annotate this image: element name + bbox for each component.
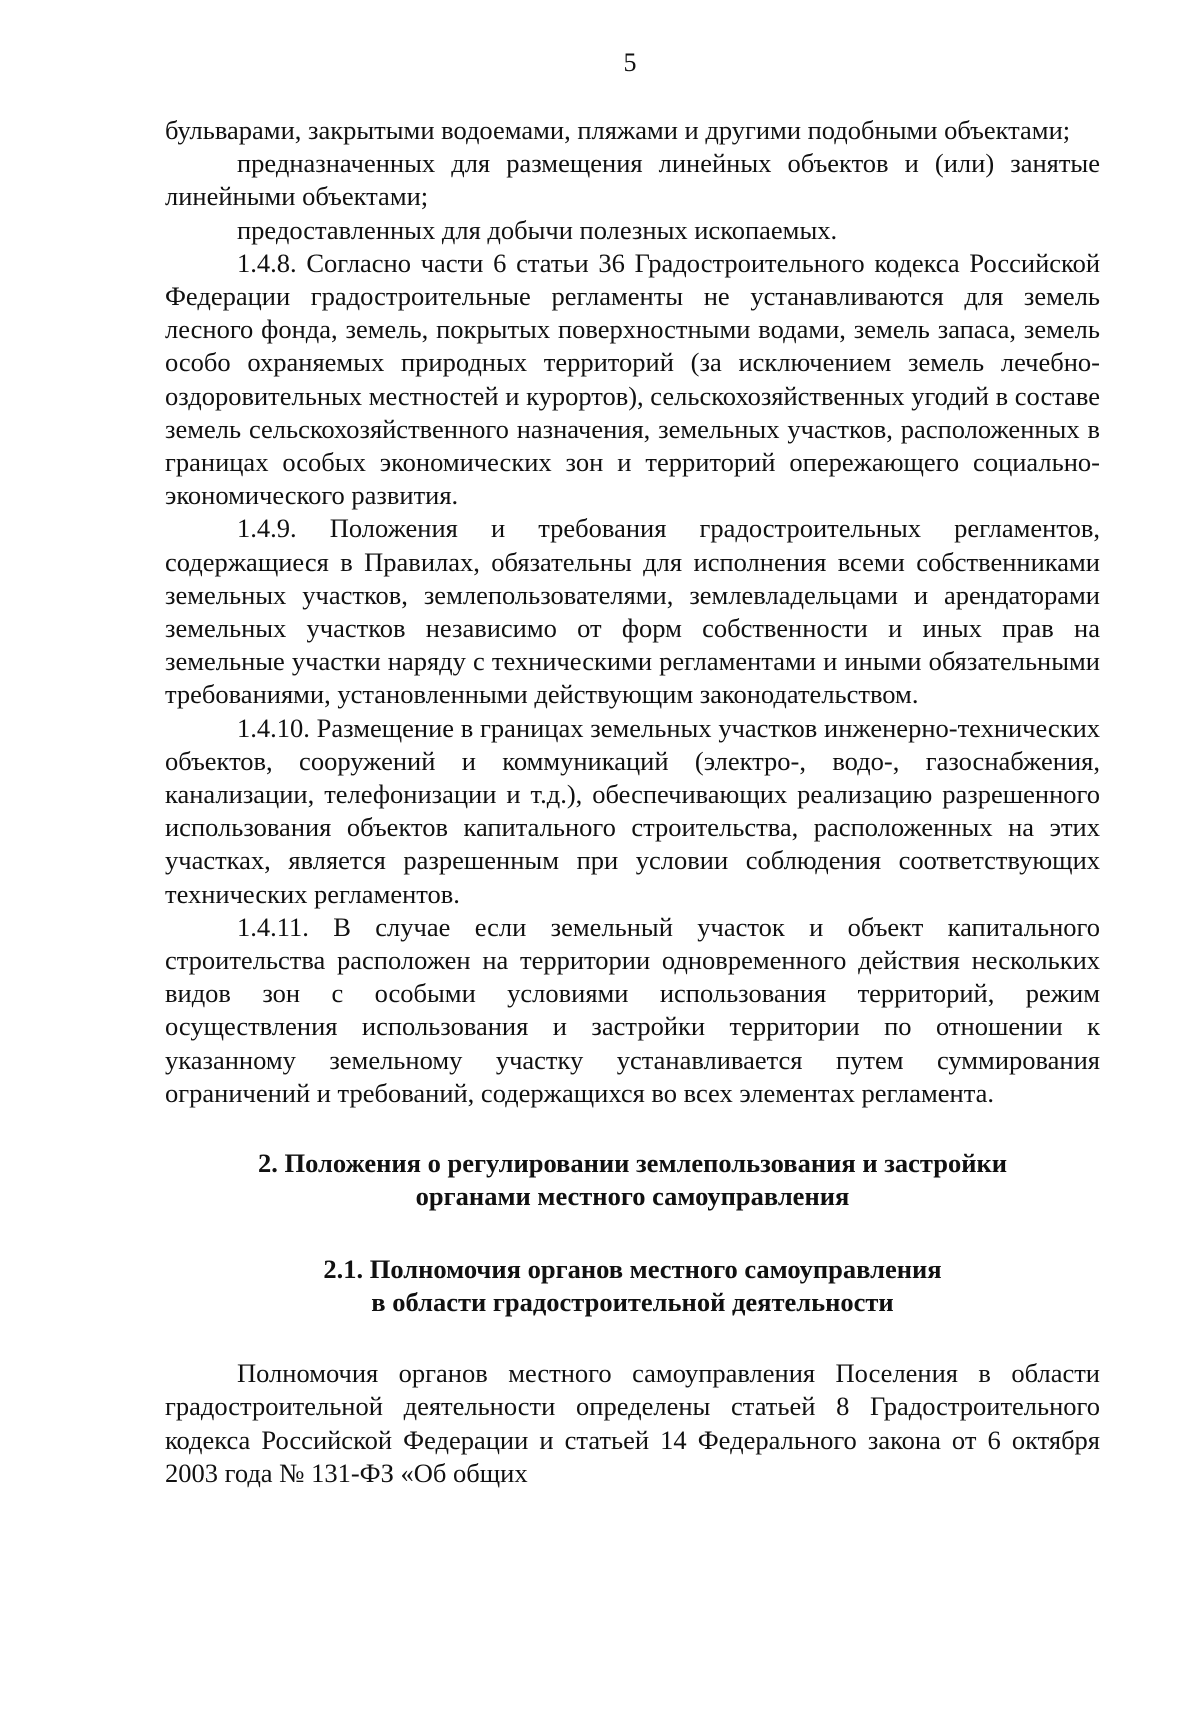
- paragraph-mining: предоставленных для добычи полезных ископаемых.: [237, 214, 838, 245]
- paragraph-continuation: бульварами, закрытыми водоемами, пляжами и другими подобными объектами;: [165, 115, 1071, 145]
- document-body: [165, 114, 1100, 1490]
- paragraph-1-4-9: 1.4.9. Положения и требования градостроительных регламентов, содержащиеся в Правилах, обязательны для исполнения всеми собственниками земельных участков, землепользователями, землевладельцами и арендаторами земельных участков независимо от форм собственности и иных прав на земельные участки наряду с техническими регламентами и иными обязательными требованиями, установленными действующим законодательством.: [165, 513, 1100, 710]
- section-heading-2-line2: органами местного самоуправления: [415, 1181, 850, 1212]
- section-heading-2-1-line1: 2.1. Полномочия органов местного самоуправления: [323, 1254, 942, 1285]
- paragraph-1-4-10: 1.4.10. Размещение в границах земельных участков инженерно-технических объектов, сооружений и коммуникаций (электро-, водо-, газоснабжения, канализации, телефонизации и т.д.), обеспечивающих реализацию разрешенного использования объектов капитального строительства, расположенных на этих участках, является разрешенным при условии соблюдения соответствующих технических регламентов.: [165, 712, 1100, 909]
- paragraph-powers: Полномочия органов местного самоуправления Поселения в области градостроительной деятельности определены статьей 8 Градостроительного кодекса Российской Федерации и статьей 14 Федерального закона от 6 октября 2003 года № 131-ФЗ «Об общих: [165, 1358, 1100, 1488]
- section-heading-2-line1: 2. Положения о регулировании землепользования и застройки: [257, 1148, 1008, 1179]
- paragraph-1-4-8: 1.4.8. Согласно части 6 статьи 36 Градостроительного кодекса Российской Федерации градостроительные регламенты не устанавливаются для земель лесного фонда, земель, покрытых поверхностными водами, земель запаса, земель особо охраняемых природных территорий (за исключением земель лечебно-оздоровительных местностей и курортов), сельскохозяйственных угодий в составе земель сельскохозяйственного назначения, земельных участков, расположенных в границах особых экономических зон и территорий опережающего социально-экономического развития.: [165, 247, 1100, 511]
- section-heading-2: [165, 1147, 1100, 1213]
- paragraph-linear-objects: предназначенных для размещения линейных объектов и (или) занятые линейными объектами;: [165, 148, 1100, 212]
- paragraph-1-4-11: 1.4.11. В случае если земельный участок и объект капитального строительства расположен на территории одновременного действия нескольких видов зон с особыми условиями использования территорий, режим осуществления использования и застройки территории по отношении к указанному земельному участку устанавливается путем суммирования ограничений и требований, содержащихся во всех элементах регламента.: [165, 911, 1100, 1108]
- section-heading-2-1: [165, 1253, 1100, 1319]
- section-heading-2-1-line2: в области градостроительной деятельности: [371, 1287, 894, 1318]
- page-number: 5: [623, 48, 637, 77]
